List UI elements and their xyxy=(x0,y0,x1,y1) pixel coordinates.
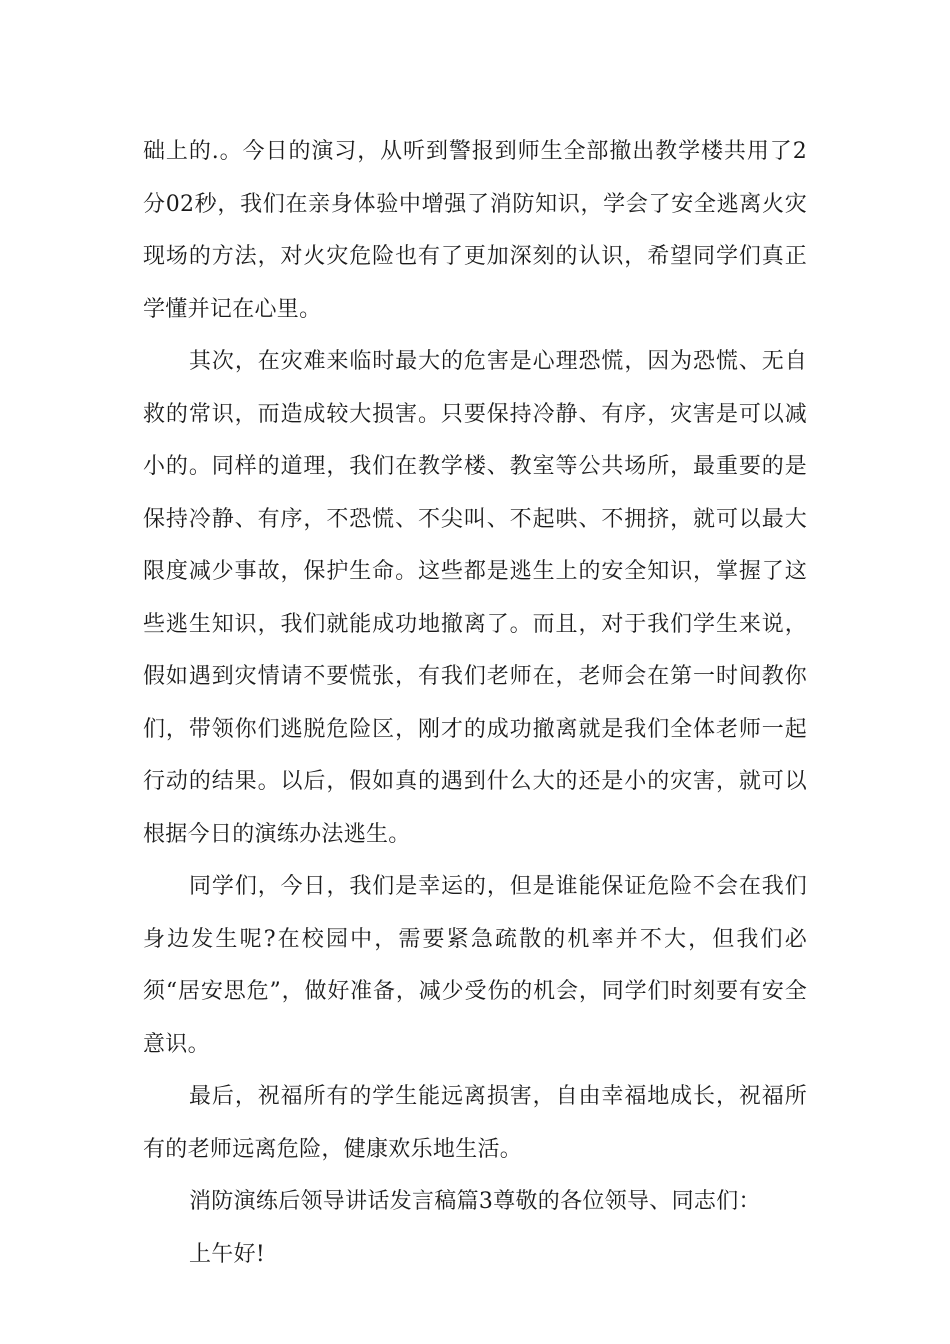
paragraph-panic-advice: 其次，在灾难来临时最大的危害是心理恐慌，因为恐慌、无自救的常识，而造成较大损害。只要保持冷静、有序，灾害是可以减小的。同样的道理，我们在教学楼、教室等公共场所，最重要的是保持冷静、有序，不恐慌、不尖叫、不起哄、不拥挤，就可以最大限度减少事故，保护生命。这些都是逃生上的安全知识，掌握了这些逃生知识，我们就能成功地撤离了。而且，对于我们学生来说，假如遇到灾情请不要慌张，有我们老师在，老师会在第一时间教你们，带领你们逃脱危险区，刚才的成功撤离就是我们全体老师一起行动的结果。以后，假如真的遇到什么大的还是小的灾害，就可以根据今日的演练办法逃生。 xyxy=(143,349,807,847)
paragraph-closing-wishes: 最后，祝福所有的学生能远离损害，自由幸福地成长，祝福所有的老师远离危险，健康欢乐地生活。 xyxy=(143,1084,807,1162)
paragraph-continuation: 础上的.。今日的演习，从听到警报到师生全部撤出教学楼共用了2分02秒，我们在亲身体验中增强了消防知识，学会了安全逃离火灾现场的方法，对火灾危险也有了更加深刻的认识，希望同学们真正学懂并记在心里。 xyxy=(143,139,807,322)
paragraph-greeting: 上午好! xyxy=(189,1241,266,1267)
paragraph-speech-3-heading: 消防演练后领导讲话发言稿篇3尊敬的各位领导、同志们： xyxy=(189,1189,761,1214)
paragraph-safety-awareness: 同学们，今日，我们是幸运的，但是谁能保证危险不会在我们身边发生呢?在校园中，需要紧急疏散的机率并不大，但我们必须“居安思危”，做好准备，减少受伤的机会，同学们时刻要有安全意识。 xyxy=(143,874,807,1057)
document-body xyxy=(143,126,807,1281)
